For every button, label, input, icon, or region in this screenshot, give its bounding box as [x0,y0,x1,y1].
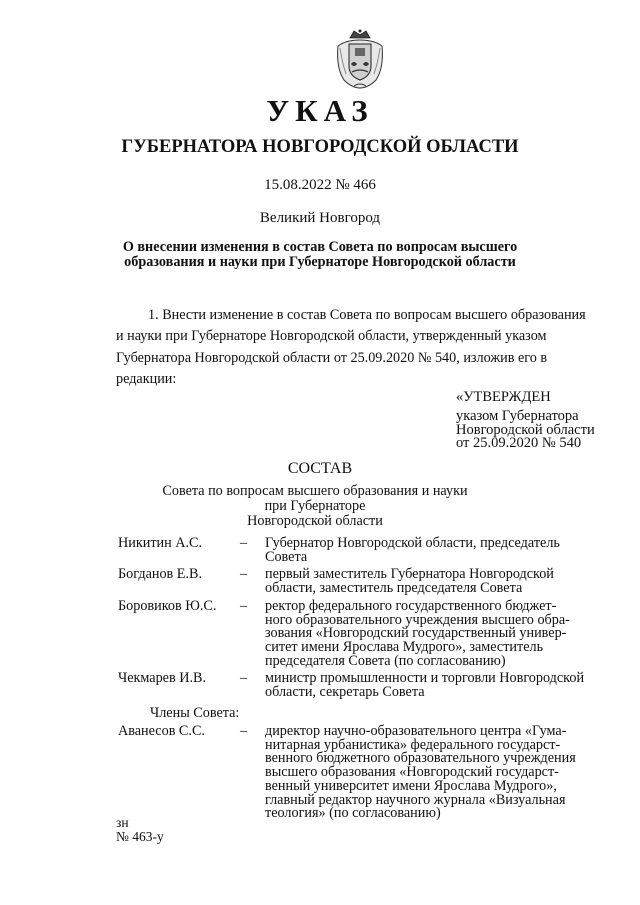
member-description [265,568,595,595]
description-line: высшего образования «Новгородский государст- [265,764,559,781]
composition-title: СОСТАВ [287,460,353,477]
paragraph-line: редакции: [116,370,177,387]
approval-line: Новгородской области [456,421,595,438]
member-name: Боровиков Ю.С. [118,598,217,614]
decree-city: Великий Новгород [259,210,381,226]
paragraph-line: Губернатора Новгородской области от 25.09.2020 № 540, изложив его в [116,349,548,366]
description-line: ситет имени Ярослава Мудрого», заместитель [265,639,544,656]
member-name: Аванесов С.С. [118,723,205,739]
member-name: Никитин А.С. [118,535,203,551]
description-line: главный редактор научного журнала «Визуальная [265,791,566,808]
member-name: Богданов Е.В. [118,566,203,582]
approval-line: указом Губернатора [456,408,579,424]
subject-line: О внесении изменения в состав Совета по вопросам высшего [122,239,518,255]
approval-stamp-heading: «УТВЕРЖДЕН [456,389,551,405]
description-line: венный университет имени Ярослава Мудрого», [265,777,557,794]
decree-paragraph [116,305,586,390]
council-name-line: Новгородской области [247,513,383,529]
footer-initials: зн [116,815,129,830]
council-name [150,484,480,529]
description-line: Совета [265,548,308,565]
council-members-heading: Члены Совета: [150,705,240,721]
member-dash: – [240,566,248,582]
member-name: Чекмарев И.В. [118,670,207,686]
paragraph-line: 1. Внести изменение в состав Совета по вопросам высшего образования [148,307,586,323]
description-line: министр промышленности и торговли Новгородской [265,670,585,686]
member-dash: – [240,723,248,739]
description-line: ного образовательного учреждения высшего обра- [265,611,570,628]
member-dash: – [240,598,248,614]
description-line: области, заместитель председателя Совета [265,579,523,596]
approval-block [456,410,636,451]
member-description [265,537,595,564]
description-line: директор научно-образовательного центра «Гума- [265,723,567,739]
member-description [265,725,595,821]
member-description [265,600,595,669]
council-name-line: Совета по вопросам высшего образования и науки при Губернаторе [162,483,468,514]
member-description [265,672,595,699]
subject-line: образования и науки при Губернаторе Новгородской области [124,254,516,270]
member-dash: – [240,670,248,686]
description-line: области, секретарь Совета [265,683,425,700]
footer-number: № 463-у [116,829,164,844]
description-line: нитарная урбанистика» федерального государст- [265,736,561,753]
decree-title: УКАЗ [266,93,374,128]
paragraph-line: и науки при Губернаторе Новгородской области, утвержденный указом [116,328,547,345]
approval-line: от 25.09.2020 № 540 [456,435,582,451]
description-line: Губернатор Новгородской области, председатель [265,535,560,551]
description-line: ректор федерального государственного бюджет- [265,598,557,614]
document-footer [116,816,164,844]
description-line: зования «Новгородский государственный универ- [265,625,567,642]
description-line: теология» (по согласованию) [265,805,441,822]
description-line: председателя Совета (по согласованию) [265,652,506,669]
decree-subject [120,240,520,270]
issuer-title: ГУБЕРНАТОРА НОВГОРОДСКОЙ ОБЛАСТИ [121,137,519,157]
description-line: венного бюджетного образовательного учреждения [265,750,576,767]
novgorod-coat-of-arms-icon [334,28,386,90]
decree-date-number: 15.08.2022 № 466 [264,177,376,193]
description-line: первый заместитель Губернатора Новгородской [265,566,554,582]
member-dash: – [240,535,248,551]
